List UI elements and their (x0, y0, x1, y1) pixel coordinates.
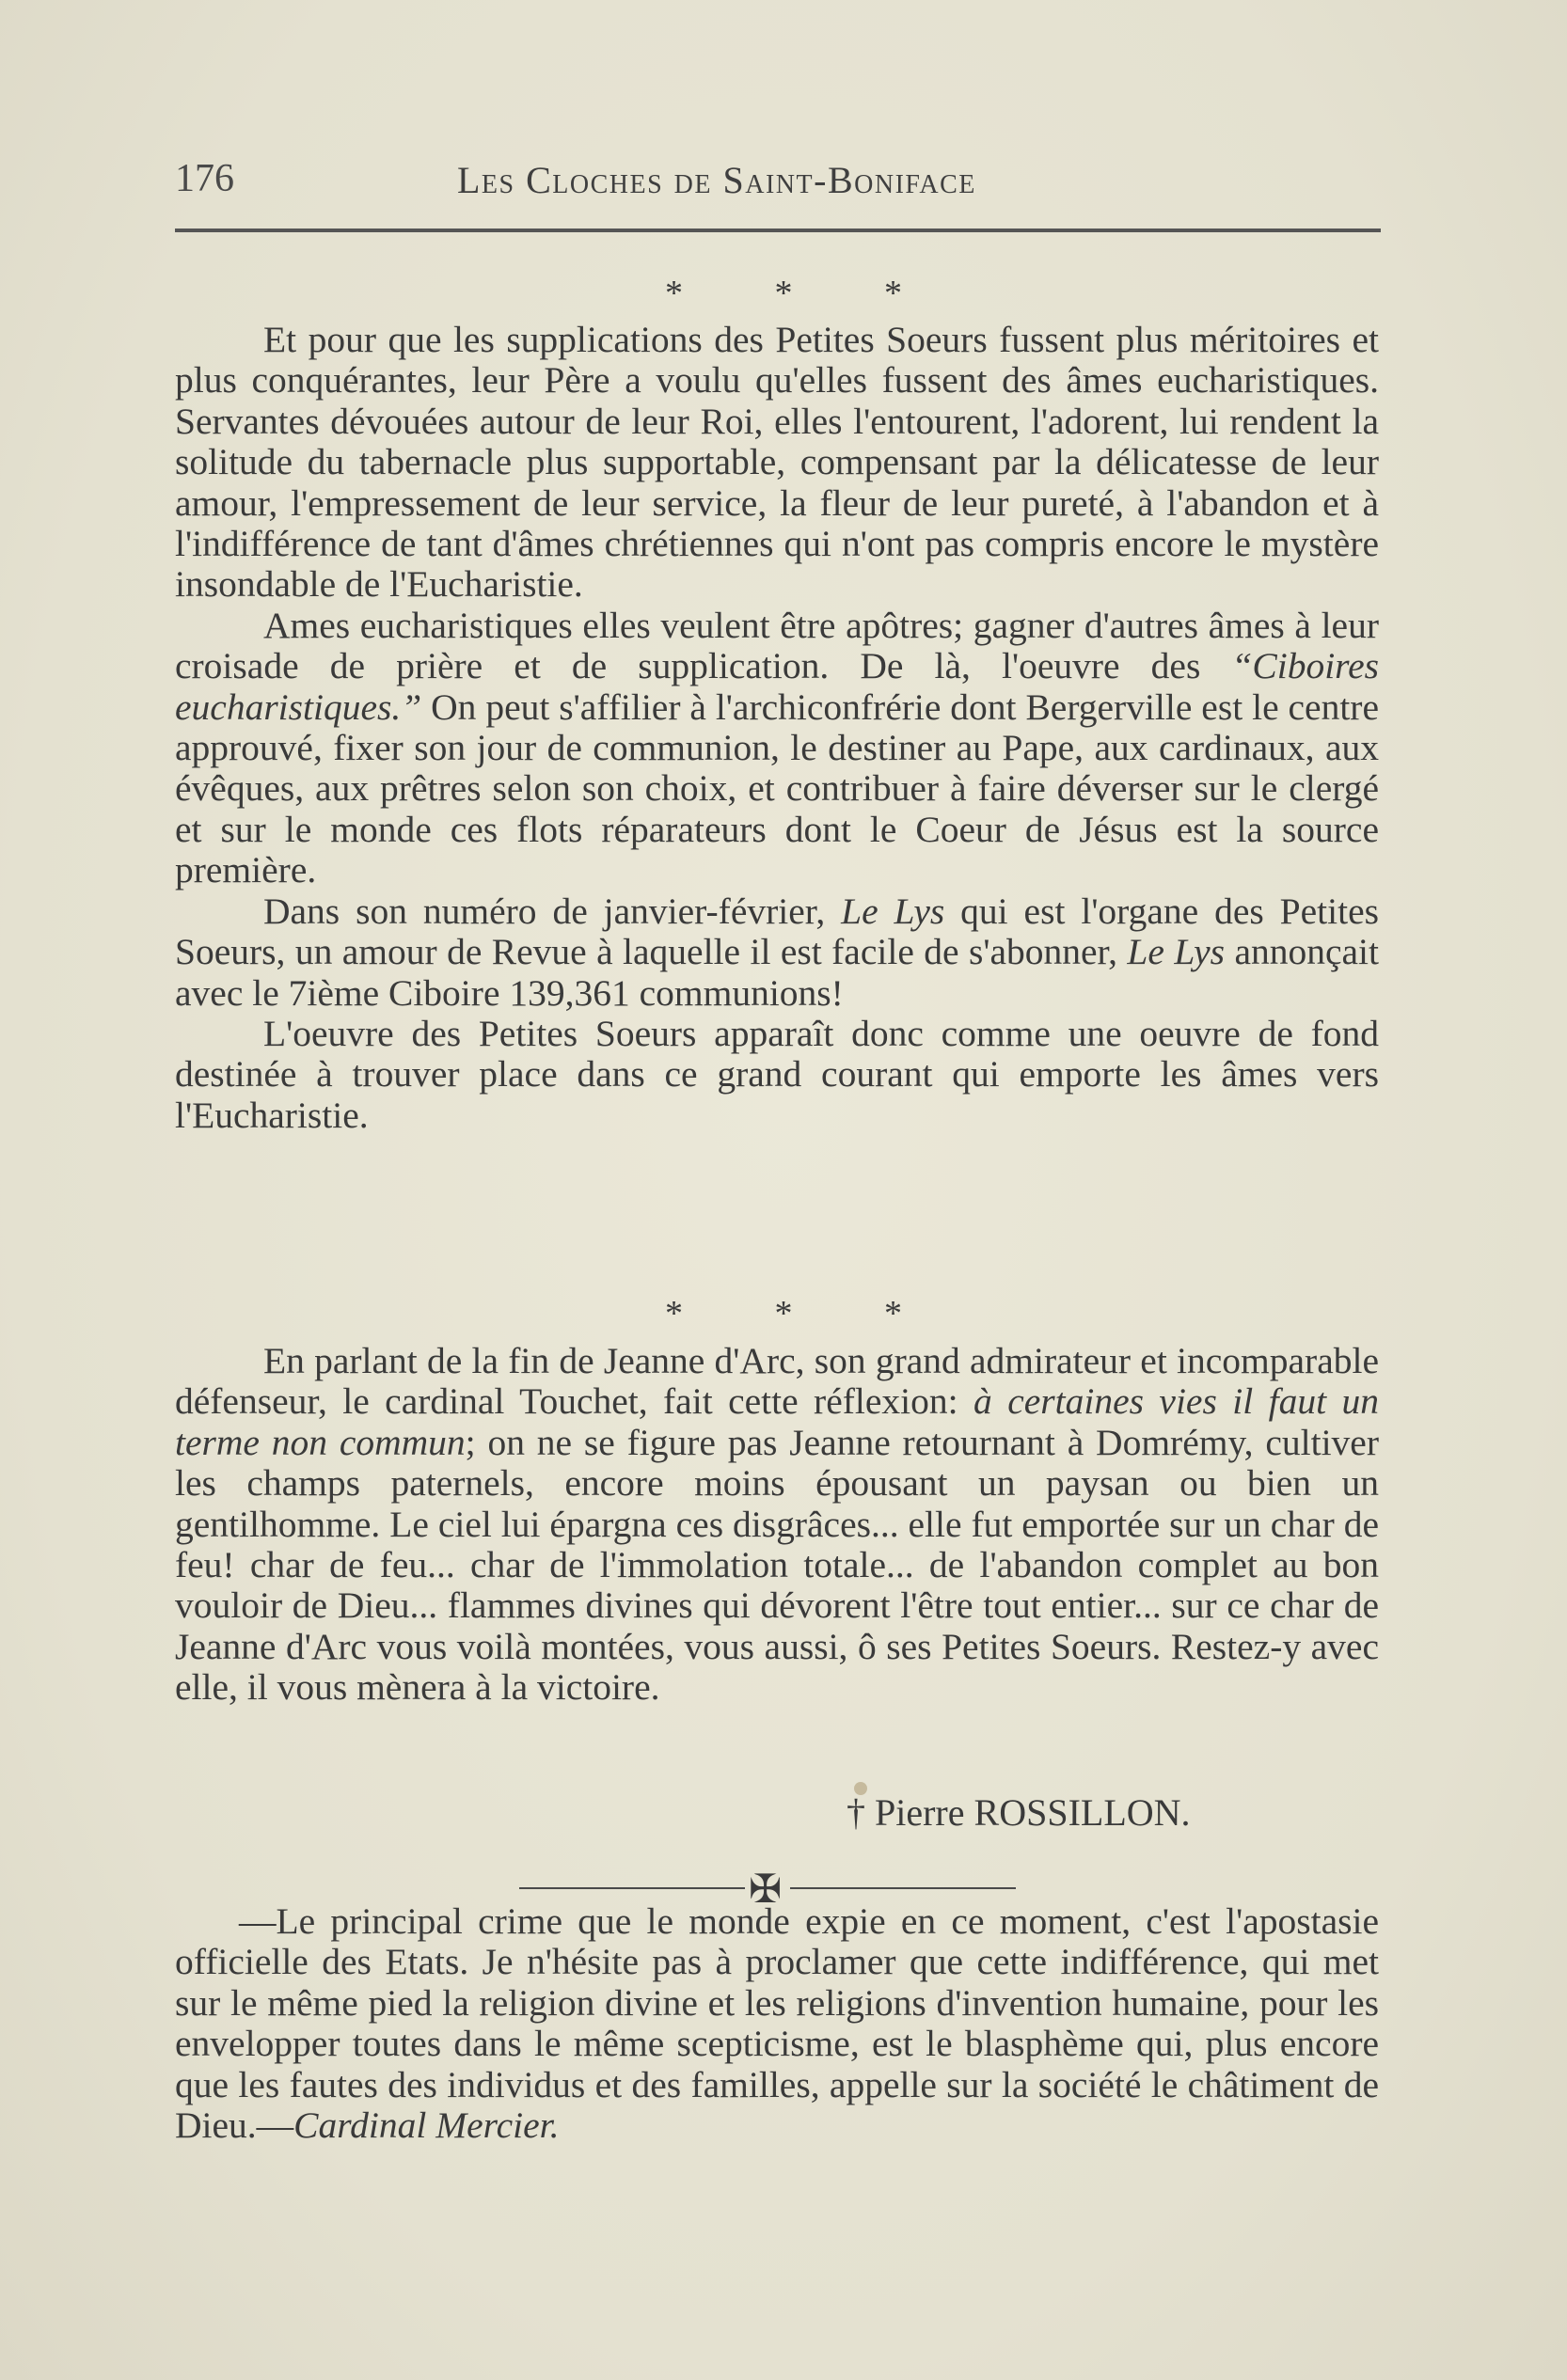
ciboires-title: “Ciboires eucharistiques.” (175, 645, 1379, 728)
paragraph-oeuvre: L'oeuvre des Petites Soeurs apparaît donc comme une oeuvre de fond destinée à trouver place dans ce grand courant qui emporte les âmes vers l'Eucharistie. (175, 1012, 1379, 1136)
section-jeanne-d-arc (175, 1341, 1379, 1709)
le-lys-title: Le Lys (841, 890, 945, 932)
page-header (175, 150, 1381, 207)
section-petites-soeurs (175, 320, 1379, 1136)
asterism-top: * * * (665, 274, 943, 313)
paragraph-le-lys: Dans son numéro de janvier-février, Le Lys qui est l'organe des Petites Soeurs, un amour de Revue à laquelle il est facile de s'abonner, Le Lys annonçait avec le 7ième Ciboire 139,361 communions! (175, 890, 1379, 1014)
paragraph-jeanne-d-arc: En parlant de la fin de Jeanne d'Arc, son grand admirateur et incomparable défenseur, le cardinal Touchet, fait cette réflexion: à certaines vies il faut un terme non commun; on ne se figure pas Jeanne retournant à Domrémy, cultiver les champs paternels, encore moins épousant un paysan ou bien un gentilhomme. Le ciel lui épargna ces disgrâces... elle fut emportée sur un char de feu! char de feu... char de l'immolation totale... de l'abandon complet au bon vouloir de Dieu... flammes divines qui dévorent l'être tout entier... sur ce char de Jeanne d'Arc vous voilà montées, vous aussi, ô ses Petites Soeurs. Restez-y avec elle, il vous mènera à la victoire. (175, 1340, 1379, 1709)
divider-line-right (790, 1887, 1016, 1889)
touchet-quote: à certaines vies il faut un terme non commun (175, 1380, 1379, 1463)
section-mercier-quote (175, 1901, 1379, 2146)
paragraph-mercier: —Le principal crime que le monde expie en ce moment, c'est l'apostasie officielle des Etats. Je n'hésite pas à proclamer que cette indifférence, qui met sur le même pied la religion divine et les religions d'invention humaine, pour les envelopper toutes dans le même scepticisme, est le blasphème qui, plus encore que les fautes des individus et des familles, appelle sur la société le châtiment de Dieu.—Cardinal Mercier. (175, 1900, 1379, 2147)
running-title: Les Cloches de Saint-Boniface (457, 159, 976, 201)
page-number: 176 (175, 157, 234, 200)
paragraph-supplications: Et pour que les supplications des Petites Soeurs fussent plus méritoires et plus conquérantes, leur Père a voulu qu'elles fussent des âmes eucharistiques. Servantes dévouées autour de leur Roi, elles l'entourent, l'adorent, lui rendent la solitude du tabernacle plus supportable, compensant par la délicatesse de leur amour, l'empressement de leur service, la fleur de leur pureté, à l'abandon et à l'indifférence de tant d'âmes chrétiennes qui n'ont pas compris encore le mystère insondable de l'Eucharistie. (175, 319, 1379, 606)
paragraph-ames-eucharistiques: Ames eucharistiques elles veulent être apôtres; gagner d'autres âmes à leur croisade de prière et de supplication. De là, l'oeuvre des “Ciboires eucharistiques.” On peut s'affilier à l'archiconfrérie dont Bergerville est le centre approuvé, fixer son jour de communion, le destiner au Pape, aux cardinaux, aux évêques, aux prêtres selon son choix, et contribuer à faire déverser sur le clergé et sur le monde ces flots réparateurs dont le Coeur de Jésus est la source première. (175, 604, 1379, 891)
signature: † Pierre ROSSILLON. (847, 1791, 1191, 1834)
cross-icon: ✠ (749, 1868, 783, 1912)
divider-line-left (519, 1887, 745, 1889)
asterism-middle: * * * (665, 1294, 943, 1333)
le-lys-title-2: Le Lys (1127, 931, 1226, 973)
header-rule (175, 229, 1381, 232)
mercier-attribution: Cardinal Mercier. (293, 2104, 560, 2147)
